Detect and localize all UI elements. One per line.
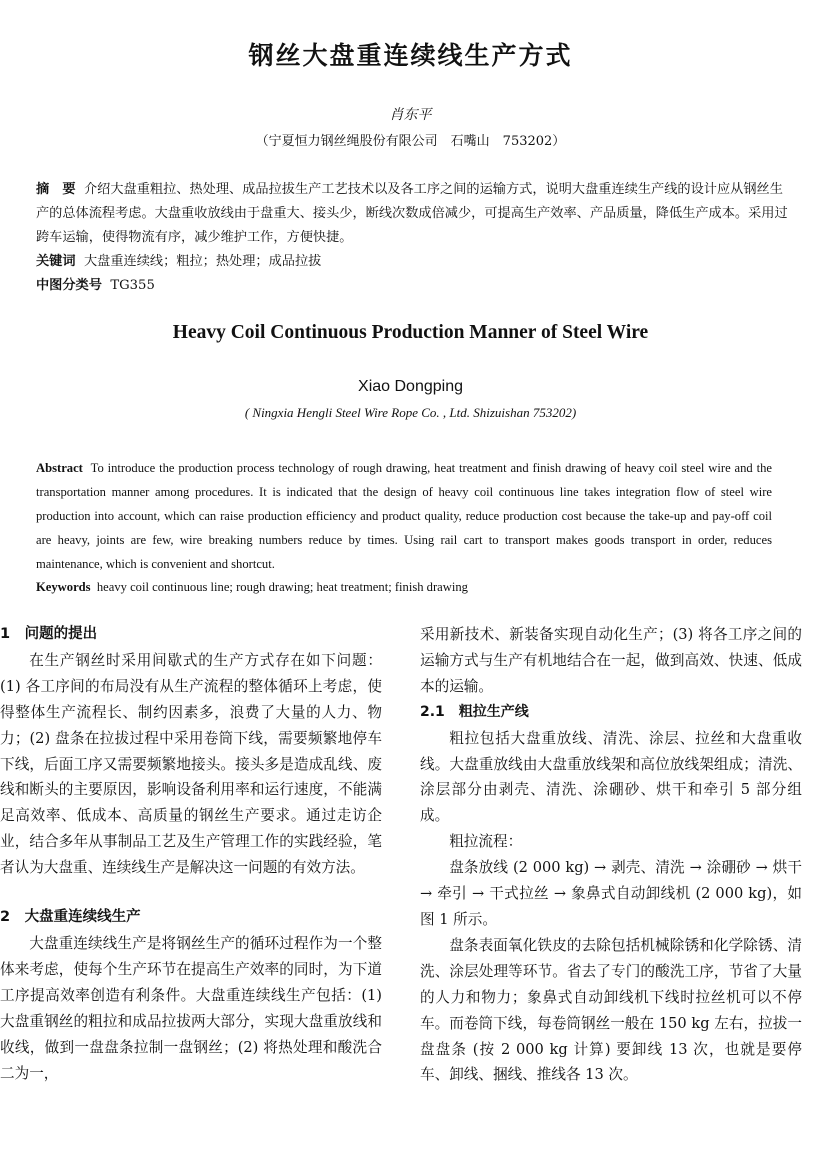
keywords-cn-text: 大盘重连续线；粗拉；热处理；成品拉拔 (83, 254, 322, 269)
abstract-en-text: To introduce the production process technology of rough drawing, heat treatment and finish drawing of heavy coil steel wire and the transportation manner among procedures. It is indicated that the design of heavy coil continuous line takes integration flow of steel wire production into account, which can raise production efficiency and product quality, reduce production cost because the take-up and pay-off coil are heavy, joints are few, wire breaking numbers reduce by times. Using rail cart to transport makes goods transport in order, reduces maintenance, which is convenient and shortcut. (36, 461, 772, 571)
section-2-1-paragraph-2: 粗拉流程： (449, 833, 523, 851)
section-2-paragraph: 大盘重连续线生产是将钢丝生产的循环过程作为一个整体来考虑，使每个生产环节在提高生产效率的同时，为下道工序提高效率创造有利条件。大盘重连续线生产包括：(1) 大盘重钢丝的粗拉和成品拉拔两大部分，实现大盘重放线和收线，做到一盘盘条拉制一盘钢丝；(2) 将热处理和酸洗合二为一， (0, 934, 382, 1082)
section-1-paragraph: 在生产钢丝时采用间歇式的生产方式存在如下问题：(1) 各工序间的布局没有从生产流程的整体循环上考虑，使得整体生产流程长、制约因素多，浪费了大量的人力、物力；(2) 盘条在拉拔过程中采用卷筒下线，需要频繁地停车下线，后面工序又需要频繁地接头。接头多是造成乱线、废线和断头的主要原因，影响设备利用率和运行速度，不能满足高效率、低成本、高质量的钢丝生产要求。通过走访企业，结合多年从事制品工艺及生产管理工作的实践经验，笔者认为大盘重、连续线生产是解决这一问题的有效方法。 (0, 651, 382, 877)
section-2-1-heading: 2.1 粗拉生产线 (420, 703, 529, 720)
body-column-left (0, 622, 382, 1086)
section-2-1-paragraph-1: 粗拉包括大盘重放线、清洗、涂层、拉丝和大盘重收线。大盘重放线由大盘重放线架和高位放线架组成；清洗、涂层部分由剥壳、清洗、涂硼砂、烘干和牵引 5 部分组成。 (420, 729, 802, 825)
abstract-cn-label: 摘 要 (36, 182, 76, 197)
author-cn: 肖东平 (389, 107, 432, 123)
abstract-cn (36, 178, 788, 250)
keywords-en (36, 575, 772, 599)
affiliation-cn: （宁夏恒力钢丝绳股份有限公司 石嘴山 753202） (255, 134, 566, 149)
abstract-en-label: Abstract (36, 461, 83, 475)
keywords-en-label: Keywords (36, 580, 91, 594)
keywords-cn-label: 关键词 (36, 254, 76, 269)
paper-title-cn: 钢丝大盘重连续线生产方式 (248, 41, 573, 70)
classification-cn-text: TG355 (110, 278, 155, 293)
keywords-cn (36, 250, 788, 274)
abstract-en (36, 456, 772, 576)
body-column-right (420, 622, 802, 1088)
section-2-1-paragraph-4: 盘条表面氧化铁皮的去除包括机械除锈和化学除锈、清洗、涂层处理等环节。省去了专门的酸洗工序，节省了大量的人力和物力；象鼻式自动卸线机下线时拉丝机可以不停车。而卷筒下线，每卷筒钢丝一般在 150 kg 左右，拉拔一盘盘条 (按 2 000 kg 计算) 要卸线 13 次，也就是要停车、卸线、捆线、推线各 13 次。 (420, 936, 802, 1084)
section-2-paragraph-continued: 采用新技术、新装备实现自动化生产；(3) 将各工序之间的运输方式与生产有机地结合在一起，做到高效、快速、低成本的运输。 (420, 626, 802, 695)
classification-cn (36, 274, 788, 298)
affiliation-en: ( Ningxia Hengli Steel Wire Rope Co. , Ltd. Shizuishan 753202) (244, 405, 577, 420)
section-2-heading: 2 大盘重连续线生产 (0, 909, 141, 926)
classification-cn-label: 中图分类号 (36, 278, 102, 293)
abstract-cn-text: 介绍大盘重粗拉、热处理、成品拉拔生产工艺技术以及各工序之间的运输方式，说明大盘重连续生产线的设计应从钢丝生产的总体流程考虑。大盘重收放线由于盘重大、接头少，断线次数成倍减少，可提高生产效率、产品质量，降低生产成本。采用过跨车运输，使得物流有序，减少维护工作，方便快捷。 (36, 182, 788, 245)
keywords-en-text: heavy coil continuous line; rough drawing; heat treatment; finish drawing (96, 580, 468, 594)
paper-title-en: Heavy Coil Continuous Production Manner of Steel Wire (172, 322, 649, 343)
section-1-heading: 1 问题的提出 (0, 626, 98, 642)
section-2-1-process-flow: 盘条放线 (2 000 kg) → 剥壳、清洗 → 涂硼砂 → 烘干 → 牵引 → 干式拉丝 → 象鼻式自动卸线机 (2 000 kg)，如图 1 所示。 (420, 859, 802, 928)
author-en: Xiao Dongping (358, 378, 463, 395)
